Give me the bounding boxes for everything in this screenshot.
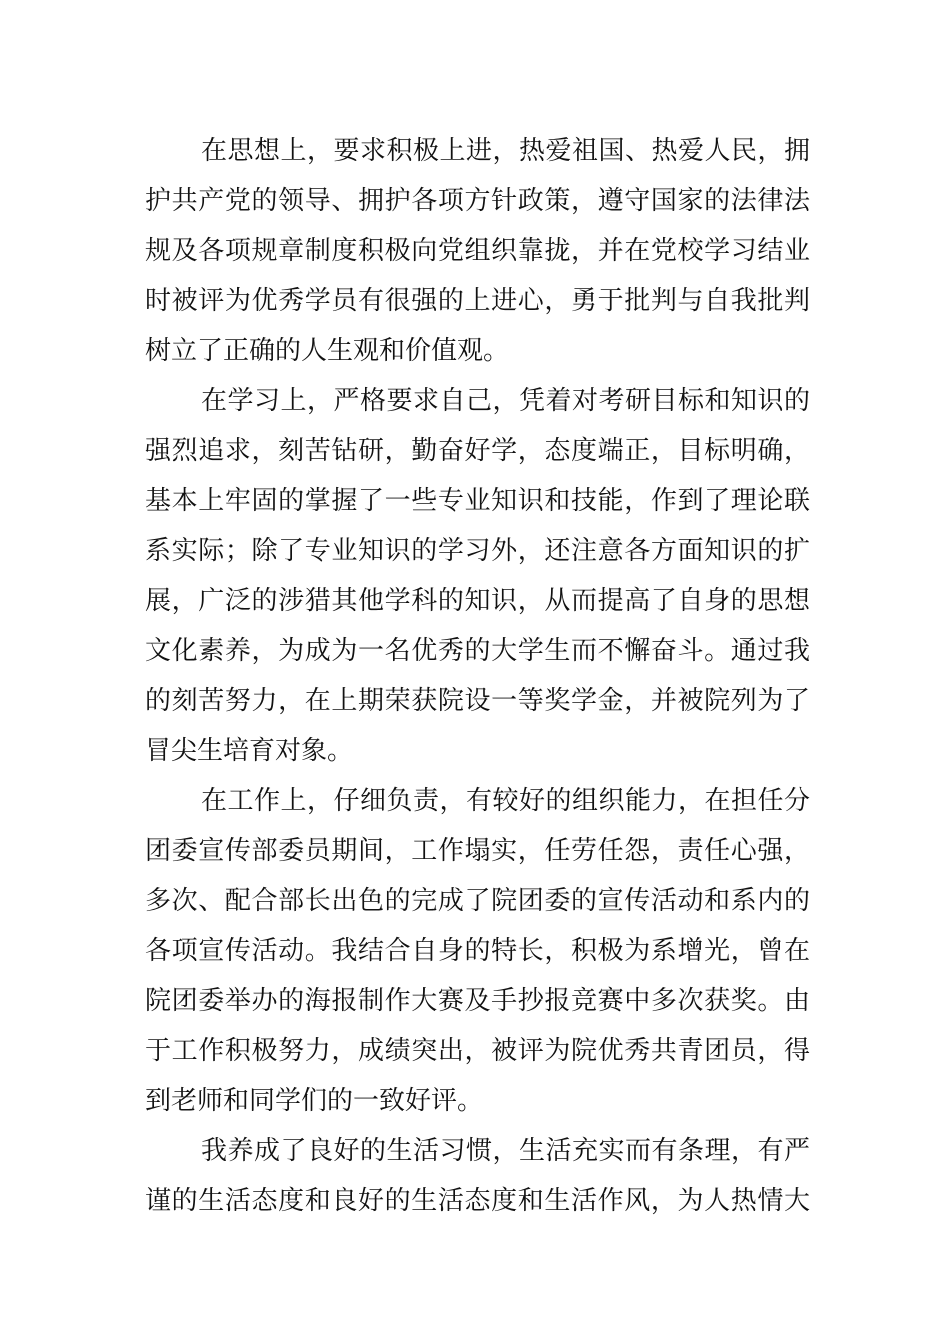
text-line: 到老师和同学们的一致好评。 — [145, 1086, 484, 1116]
text-line: 护共产党的领导、拥护各项方针政策，遵守国家的法律法 — [145, 186, 810, 216]
text-line: 系实际；除了专业知识的学习外，还注意各方面知识的扩 — [145, 536, 810, 566]
text-line: 谨的生活态度和良好的生活态度和生活作风，为人热情大 — [145, 1186, 810, 1216]
text-line: 在学习上，严格要求自己，凭着对考研目标和知识的 — [201, 386, 810, 416]
text-line: 多次、配合部长出色的完成了院团委的宣传活动和系内的 — [145, 886, 810, 916]
text-line: 各项宣传活动。我结合自身的特长，积极为系增光，曾在 — [145, 936, 810, 966]
text-line: 我养成了良好的生活习惯，生活充实而有条理，有严 — [201, 1136, 810, 1166]
text-line: 强烈追求，刻苦钻研，勤奋好学，态度端正，目标明确， — [145, 436, 810, 466]
text-line: 树立了正确的人生观和价值观。 — [145, 336, 510, 366]
text-line: 冒尖生培育对象。 — [145, 736, 354, 766]
text-line: 于工作积极努力，成绩突出，被评为院优秀共青团员，得 — [145, 1036, 810, 1066]
text-line: 时被评为优秀学员有很强的上进心，勇于批判与自我批判 — [145, 286, 810, 316]
text-line: 在思想上，要求积极上进，热爱祖国、热爱人民，拥 — [201, 136, 810, 166]
text-line: 院团委举办的海报制作大赛及手抄报竞赛中多次获奖。由 — [145, 986, 810, 1016]
text-line: 团委宣传部委员期间，工作塌实，任劳任怨，责任心强， — [145, 836, 810, 866]
text-line: 的刻苦努力，在上期荣获院设一等奖学金，并被院列为了 — [145, 686, 810, 716]
text-line: 基本上牢固的掌握了一些专业知识和技能，作到了理论联 — [145, 486, 810, 516]
text-line: 展，广泛的涉猎其他学科的知识，从而提高了自身的思想 — [145, 586, 810, 616]
text-line: 规及各项规章制度积极向党组织靠拢，并在党校学习结业 — [145, 236, 810, 266]
text-line: 在工作上，仔细负责，有较好的组织能力，在担任分 — [201, 786, 810, 816]
text-line: 文化素养，为成为一名优秀的大学生而不懈奋斗。通过我 — [145, 636, 810, 666]
